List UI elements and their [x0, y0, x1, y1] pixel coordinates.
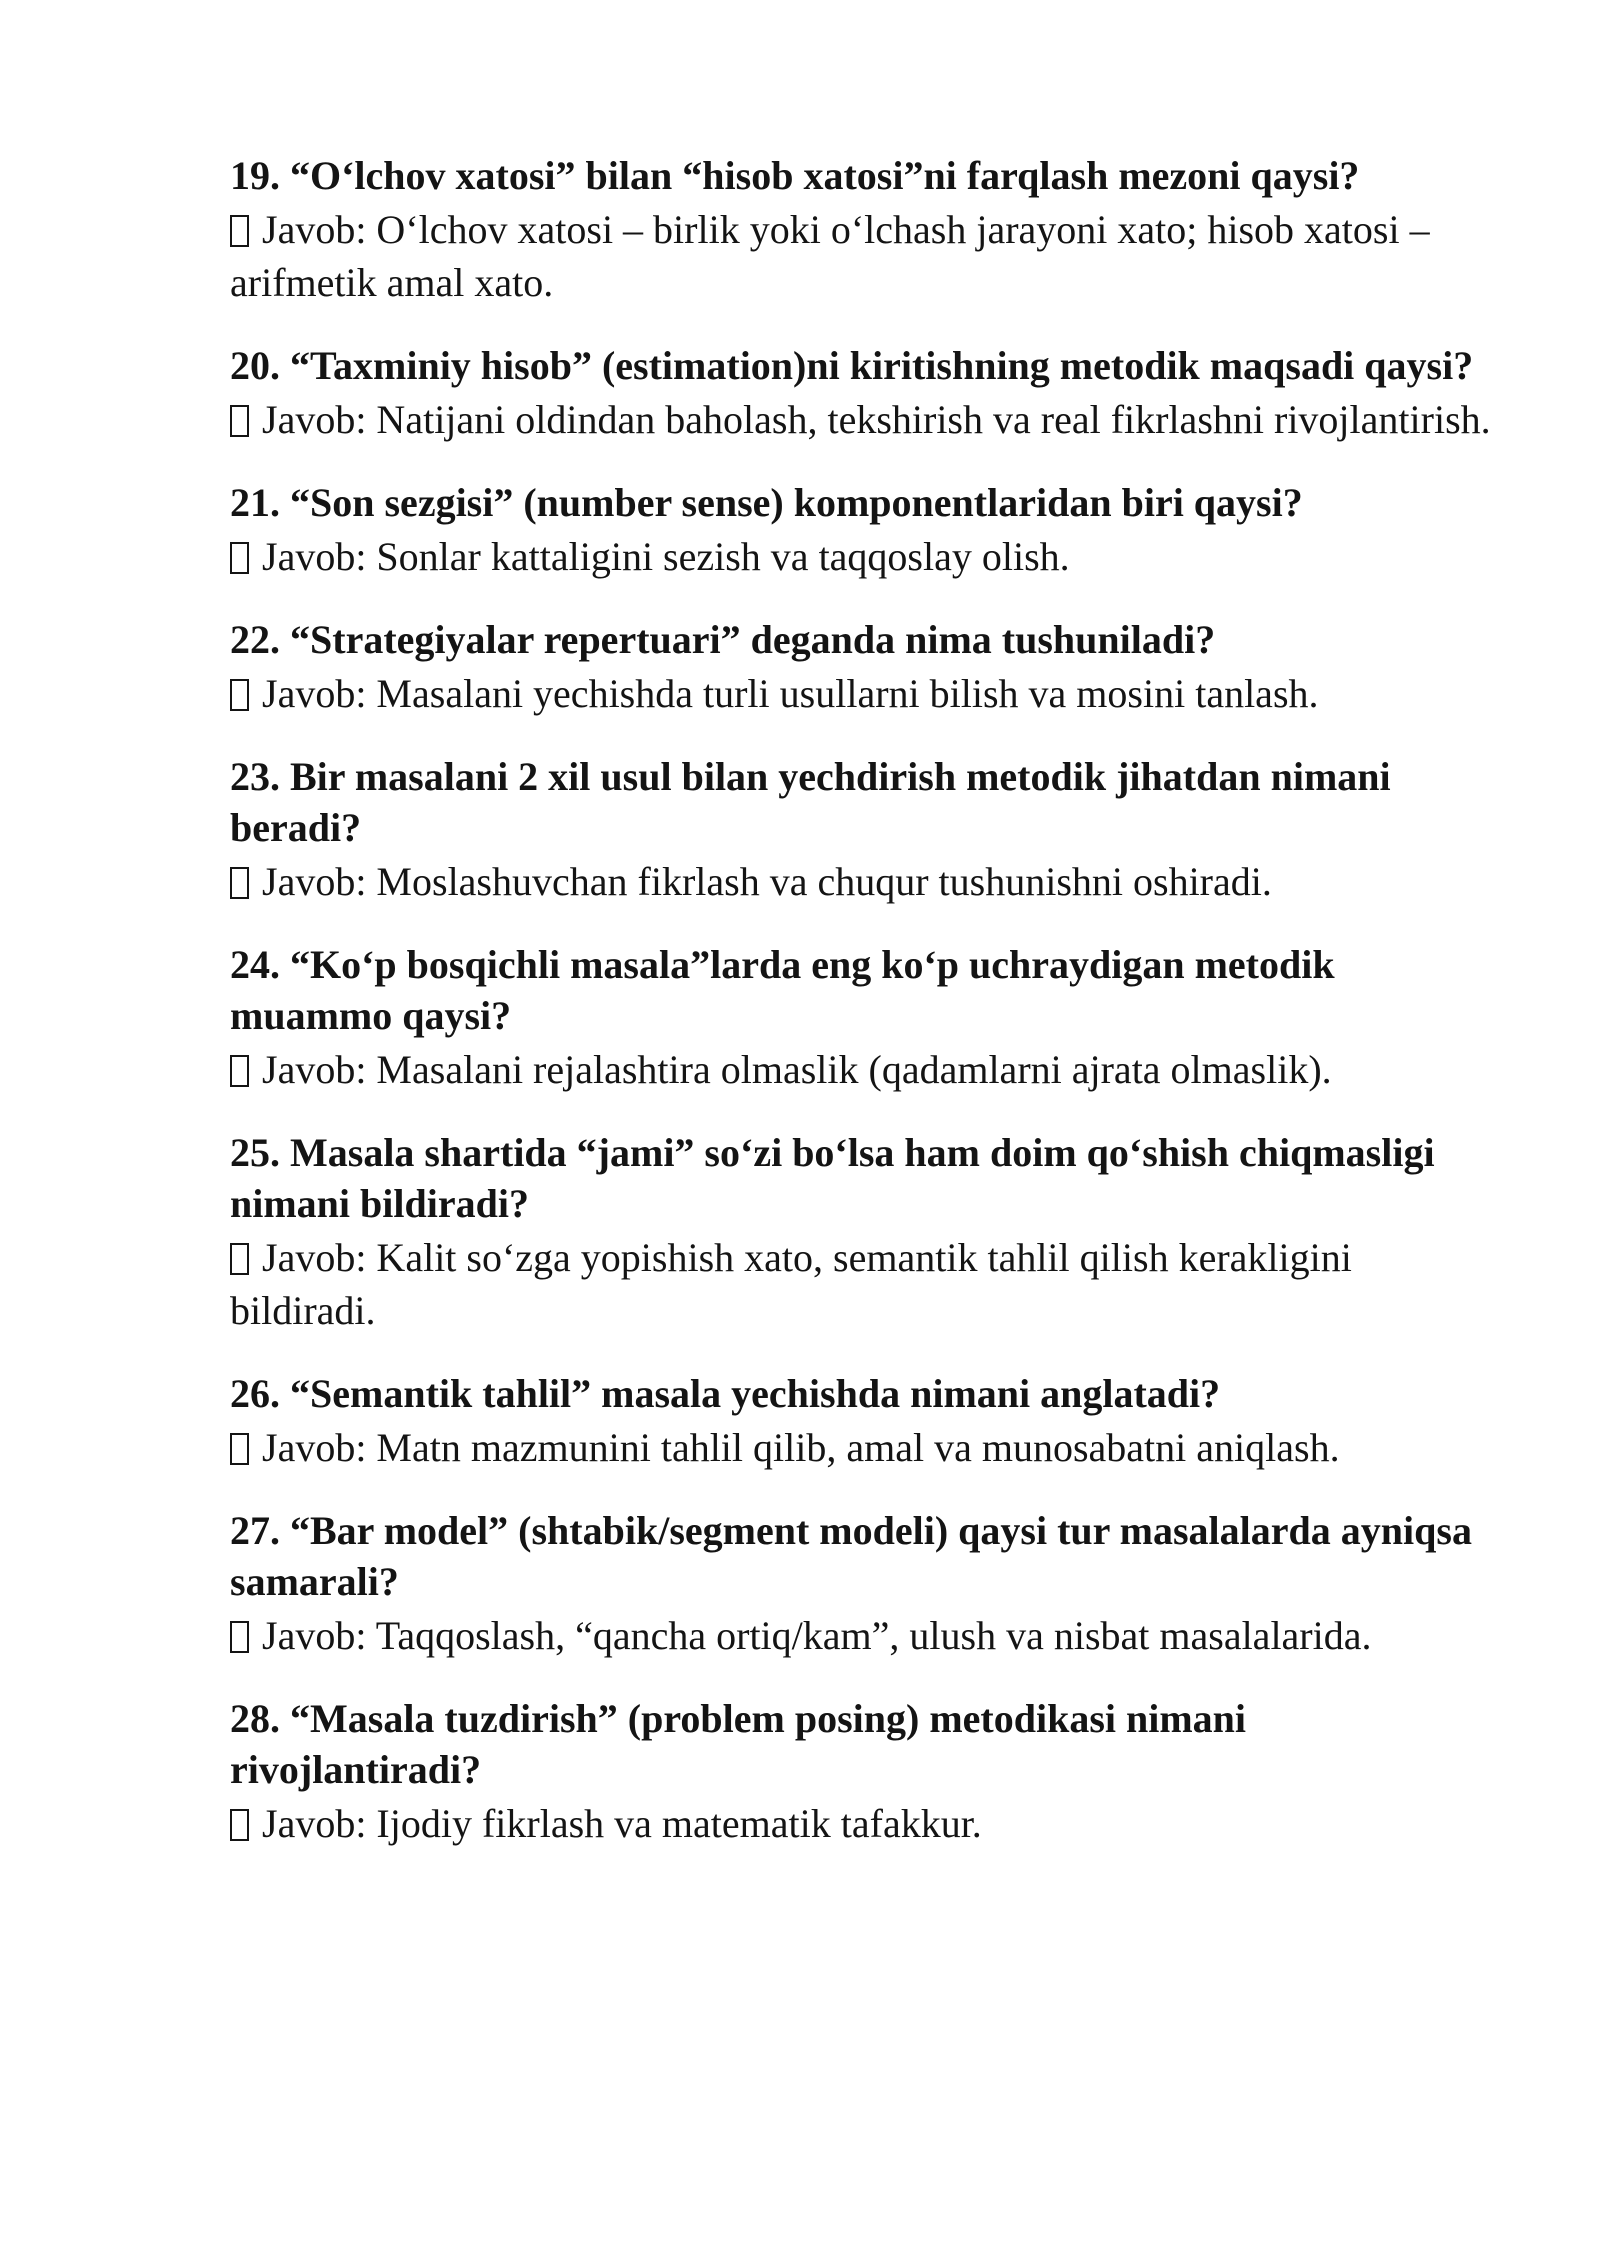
missing-glyph-icon [230, 1243, 249, 1275]
missing-glyph-icon [230, 1055, 249, 1087]
missing-glyph-icon [230, 1809, 249, 1841]
answer-text: Javob: Matn mazmunini tahlil qilib, amal va munosabatni aniqlash. [262, 1425, 1340, 1470]
answer-line [230, 203, 1500, 309]
answer-text: Javob: O‘lchov xatosi – birlik yoki o‘lchash jarayoni xato; hisob xatosi – arifmetik amal xato. [230, 207, 1430, 305]
missing-glyph-icon [230, 1433, 249, 1465]
answer-text: Javob: Moslashuvchan fikrlash va chuqur tushunishni oshiradi. [262, 859, 1272, 904]
question-text: 22. “Strategiyalar repertuari” deganda nima tushuniladi? [230, 617, 1216, 662]
question-text: 23. Bir masalani 2 xil usul bilan yechdirish metodik jihatdan nimani beradi? [230, 754, 1391, 850]
qa-item-22 [230, 614, 1500, 720]
document-page [230, 150, 1500, 1881]
question-text: 21. “Son sezgisi” (number sense) komponentlaridan biri qaysi? [230, 480, 1303, 525]
qa-item-28 [230, 1693, 1500, 1850]
answer-text: Javob: Kalit so‘zga yopishish xato, semantik tahlil qilish kerakligini bildiradi. [230, 1235, 1352, 1333]
question-text: 27. “Bar model” (shtabik/segment modeli) qaysi tur masalalarda ayniqsa samarali? [230, 1508, 1472, 1604]
answer-line [230, 393, 1500, 446]
question-text: 28. “Masala tuzdirish” (problem posing) metodikasi nimani rivojlantiradi? [230, 1696, 1247, 1792]
qa-item-20 [230, 340, 1500, 446]
answer-line [230, 530, 1500, 583]
qa-item-27 [230, 1505, 1500, 1662]
answer-line [230, 1797, 1500, 1850]
missing-glyph-icon [230, 1621, 249, 1653]
question-text: 19. “O‘lchov xatosi” bilan “hisob xatosi”ni farqlash mezoni qaysi? [230, 153, 1360, 198]
answer-line [230, 667, 1500, 720]
answer-text: Javob: Taqqoslash, “qancha ortiq/kam”, ulush va nisbat masalalarida. [262, 1613, 1372, 1658]
missing-glyph-icon [230, 215, 249, 247]
qa-item-25 [230, 1127, 1500, 1337]
missing-glyph-icon [230, 679, 249, 711]
question-text: 24. “Ko‘p bosqichli masala”larda eng ko‘p uchraydigan metodik muammo qaysi? [230, 942, 1335, 1038]
qa-item-19 [230, 150, 1500, 309]
answer-text: Javob: Masalani rejalashtira olmaslik (qadamlarni ajrata olmaslik). [262, 1047, 1332, 1092]
answer-line [230, 1043, 1500, 1096]
qa-item-26 [230, 1368, 1500, 1474]
answer-text: Javob: Sonlar kattaligini sezish va taqqoslay olish. [262, 534, 1070, 579]
answer-text: Javob: Ijodiy fikrlash va matematik tafakkur. [262, 1801, 982, 1846]
missing-glyph-icon [230, 405, 249, 437]
question-text: 26. “Semantik tahlil” masala yechishda nimani anglatadi? [230, 1371, 1221, 1416]
qa-item-23 [230, 751, 1500, 908]
answer-line [230, 1231, 1500, 1337]
qa-item-21 [230, 477, 1500, 583]
question-text: 20. “Taxminiy hisob” (estimation)ni kiritishning metodik maqsadi qaysi? [230, 343, 1474, 388]
question-text: 25. Masala shartida “jami” so‘zi bo‘lsa ham doim qo‘shish chiqmasligi nimani bildiradi? [230, 1130, 1435, 1226]
answer-line [230, 1609, 1500, 1662]
answer-text: Javob: Natijani oldindan baholash, tekshirish va real fikrlashni rivojlantirish. [262, 397, 1491, 442]
answer-line [230, 1421, 1500, 1474]
missing-glyph-icon [230, 867, 249, 899]
answer-text: Javob: Masalani yechishda turli usullarni bilish va mosini tanlash. [262, 671, 1319, 716]
missing-glyph-icon [230, 542, 249, 574]
answer-line [230, 855, 1500, 908]
qa-item-24 [230, 939, 1500, 1096]
